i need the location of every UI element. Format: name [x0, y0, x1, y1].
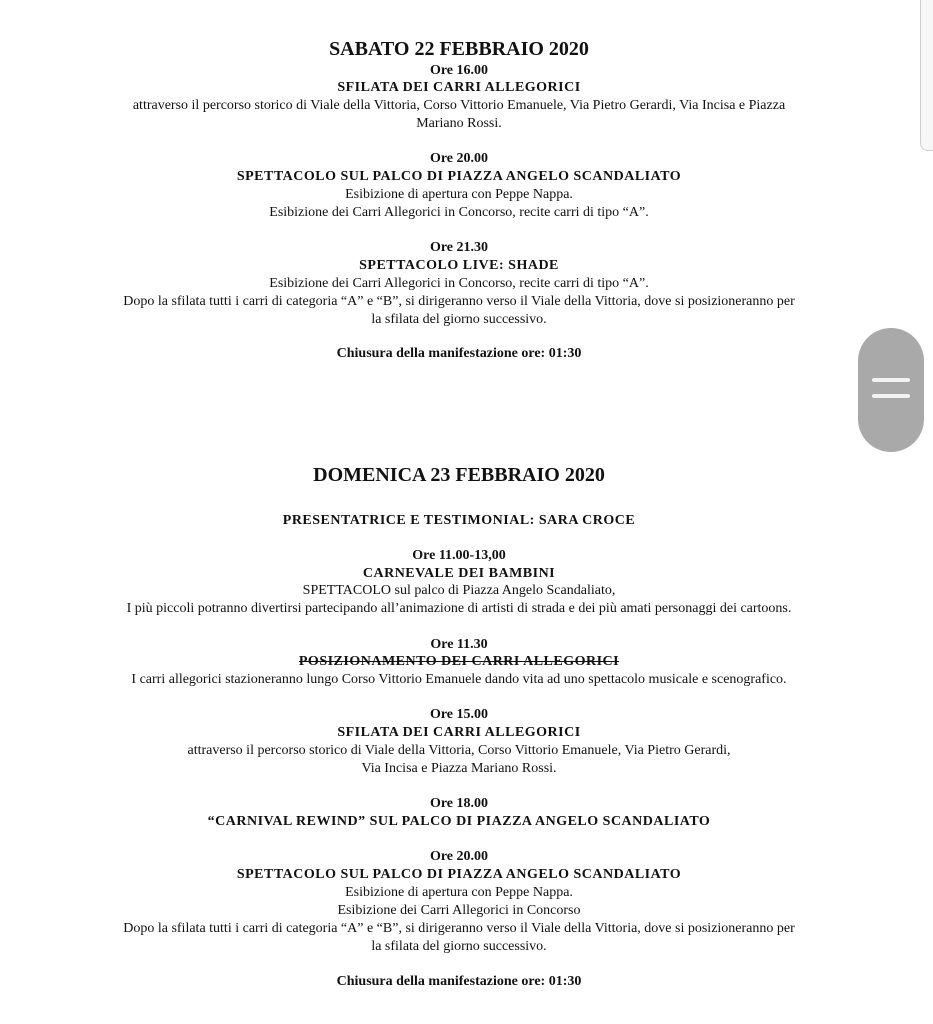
event-description: attraverso il percorso storico di Viale della Vittoria, Corso Vittorio Emanuele, Via Pietro Gerardi, [187, 743, 731, 758]
event-description: attraverso il percorso storico di Viale della Vittoria, Corso Vittorio Emanuele, Via Pietro Gerardi, Via Incisa e Piazza [132, 98, 786, 113]
event-description: Esibizione dei Carri Allegorici in Concorso, recite carri di tipo “A”. [269, 205, 649, 220]
event-description: Via Incisa e Piazza Mariano Rossi. [361, 761, 557, 776]
event-title: SFILATA DEI CARRI ALLEGORICI [337, 80, 581, 95]
event-time: Ore 20.00 [429, 849, 489, 864]
event-description: Esibizione dei Carri Allegorici in Concorso, recite carri di tipo “A”. [269, 276, 649, 291]
event-time: Ore 16.00 [429, 63, 489, 78]
day-heading: SABATO 22 FEBBRAIO 2020 [329, 38, 589, 60]
event-title: SFILATA DEI CARRI ALLEGORICI [337, 725, 581, 740]
closing-time: Chiusura della manifestazione ore: 01:30 [336, 974, 582, 989]
event-description: SPETTACOLO sul palco di Piazza Angelo Scandaliato, [302, 583, 616, 598]
event-title: SPETTACOLO SUL PALCO DI PIAZZA ANGELO SCANDALIATO [236, 169, 682, 184]
event-title: “CARNIVAL REWIND” SUL PALCO DI PIAZZA ANGELO SCANDALIATO [207, 814, 711, 829]
event-title: SPETTACOLO SUL PALCO DI PIAZZA ANGELO SCANDALIATO [236, 867, 682, 882]
event-time: Ore 11.30 [430, 637, 488, 652]
event-description: Dopo la sfilata tutti i carri di categoria “A” e “B”, si dirigeranno verso il Viale della Vittoria, dove si posizioneranno per [123, 294, 795, 309]
fast-scroll-thumb[interactable] [858, 328, 924, 452]
event-description: Esibizione dei Carri Allegorici in Concorso [337, 903, 581, 918]
event-description: la sfilata del giorno successivo. [371, 939, 547, 954]
event-description: Mariano Rossi. [416, 116, 502, 131]
event-time: Ore 15.00 [429, 707, 489, 722]
grip-line-icon [872, 378, 910, 382]
grip-line-icon [872, 394, 910, 398]
event-description: la sfilata del giorno successivo. [371, 312, 547, 327]
event-time: Ore 20.00 [429, 151, 489, 166]
event-title: SPETTACOLO LIVE: SHADE [359, 258, 559, 273]
event-title: CARNEVALE DEI BAMBINI [362, 566, 556, 581]
event-description: I carri allegorici stazioneranno lungo Corso Vittorio Emanuele dando vita ad uno spettacolo musicale e scenografico. [131, 672, 787, 687]
day-heading: DOMENICA 23 FEBBRAIO 2020 [313, 464, 605, 486]
event-title: POSIZIONAMENTO DEI CARRI ALLEGORICI [298, 654, 620, 669]
event-description: Dopo la sfilata tutti i carri di categoria “A” e “B”, si dirigeranno verso il Viale della Vittoria, dove si posizioneranno per [123, 921, 795, 936]
event-description: Esibizione di apertura con Peppe Nappa. [345, 885, 573, 900]
event-time: Ore 18.00 [429, 796, 489, 811]
closing-time: Chiusura della manifestazione ore: 01:30 [336, 346, 582, 361]
event-description: I più piccoli potranno divertirsi partecipando all’animazione di artisti di strada e dei più amati personaggi dei cartoons. [126, 601, 792, 616]
event-time: Ore 21.30 [429, 240, 489, 255]
event-time: Ore 11.00-13,00 [412, 548, 506, 563]
scrollbar-track-edge [920, 0, 933, 151]
presenter-line: PRESENTATRICE E TESTIMONIAL: SARA CROCE [282, 513, 636, 528]
event-description: Esibizione di apertura con Peppe Nappa. [345, 187, 573, 202]
